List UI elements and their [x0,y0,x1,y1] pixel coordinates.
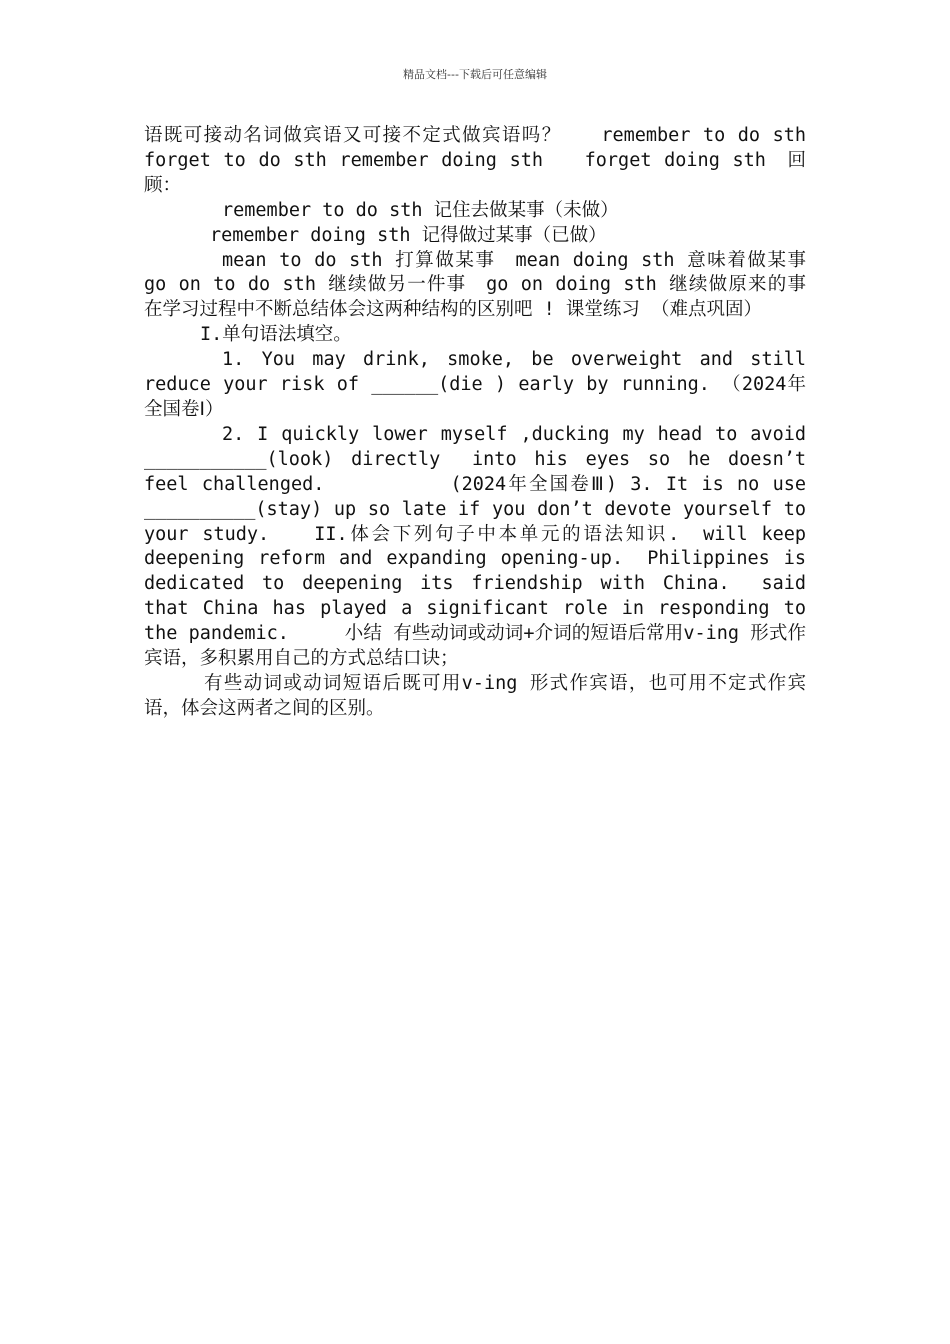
exercise-item-2-3-summary: 2. I quickly lower myself ,ducking my head to avoid ___________(look) directly into his eyes so he doesn’t feel challenged. (2024年全国卷Ⅲ) 3. It is no use __________(stay) up so late if you don’t devote yourself to your study. II.体会下列句子中本单元的语法知识. will keep deepening reform and expanding opening-up. Philippines is dedicated to deepening its friendship with China. said that China has played a significant role in responding to the pandemic. 小结 有些动词或动词+介词的短语后常用v-ing 形式作宾语，多积累用自己的方式总结口诀； [144,423,806,670]
section-heading-fill-in: I.单句语法填空。 [200,324,352,346]
paragraph-remember-to-do: remember to do sth 记住去做某事（未做） [222,199,619,221]
exercise-item-1: 1. You may drink, smoke, be overweight and still reduce your risk of ______(die ) early by running. （2024年全国卷Ⅰ） [144,349,806,420]
paragraph-mean-go-on: mean to do sth 打算做某事 mean doing sth 意味着做某事 go on to do sth 继续做另一件事 go on doing sth 继续做原来的事 在学习过程中不断总结体会这两种结构的区别吧 ! 课堂练习 （难点巩固） [144,249,825,321]
document-body [144,124,844,722]
paragraph-conclusion: 有些动词或动词短语后既可用v-ing 形式作宾语，也可用不定式作宾语，体会这两者之间的区别。 [144,672,806,719]
paragraph-intro: 语既可接动名词做宾语又可接不定式做宾语吗？ remember to do sth forget to do sth remember doing sth forget doing sth 回顾： [144,125,844,196]
page-header: 精品文档---下载后可任意编辑 [403,68,547,81]
paragraph-remember-doing: remember doing sth 记得做过某事（已做） [210,224,607,246]
